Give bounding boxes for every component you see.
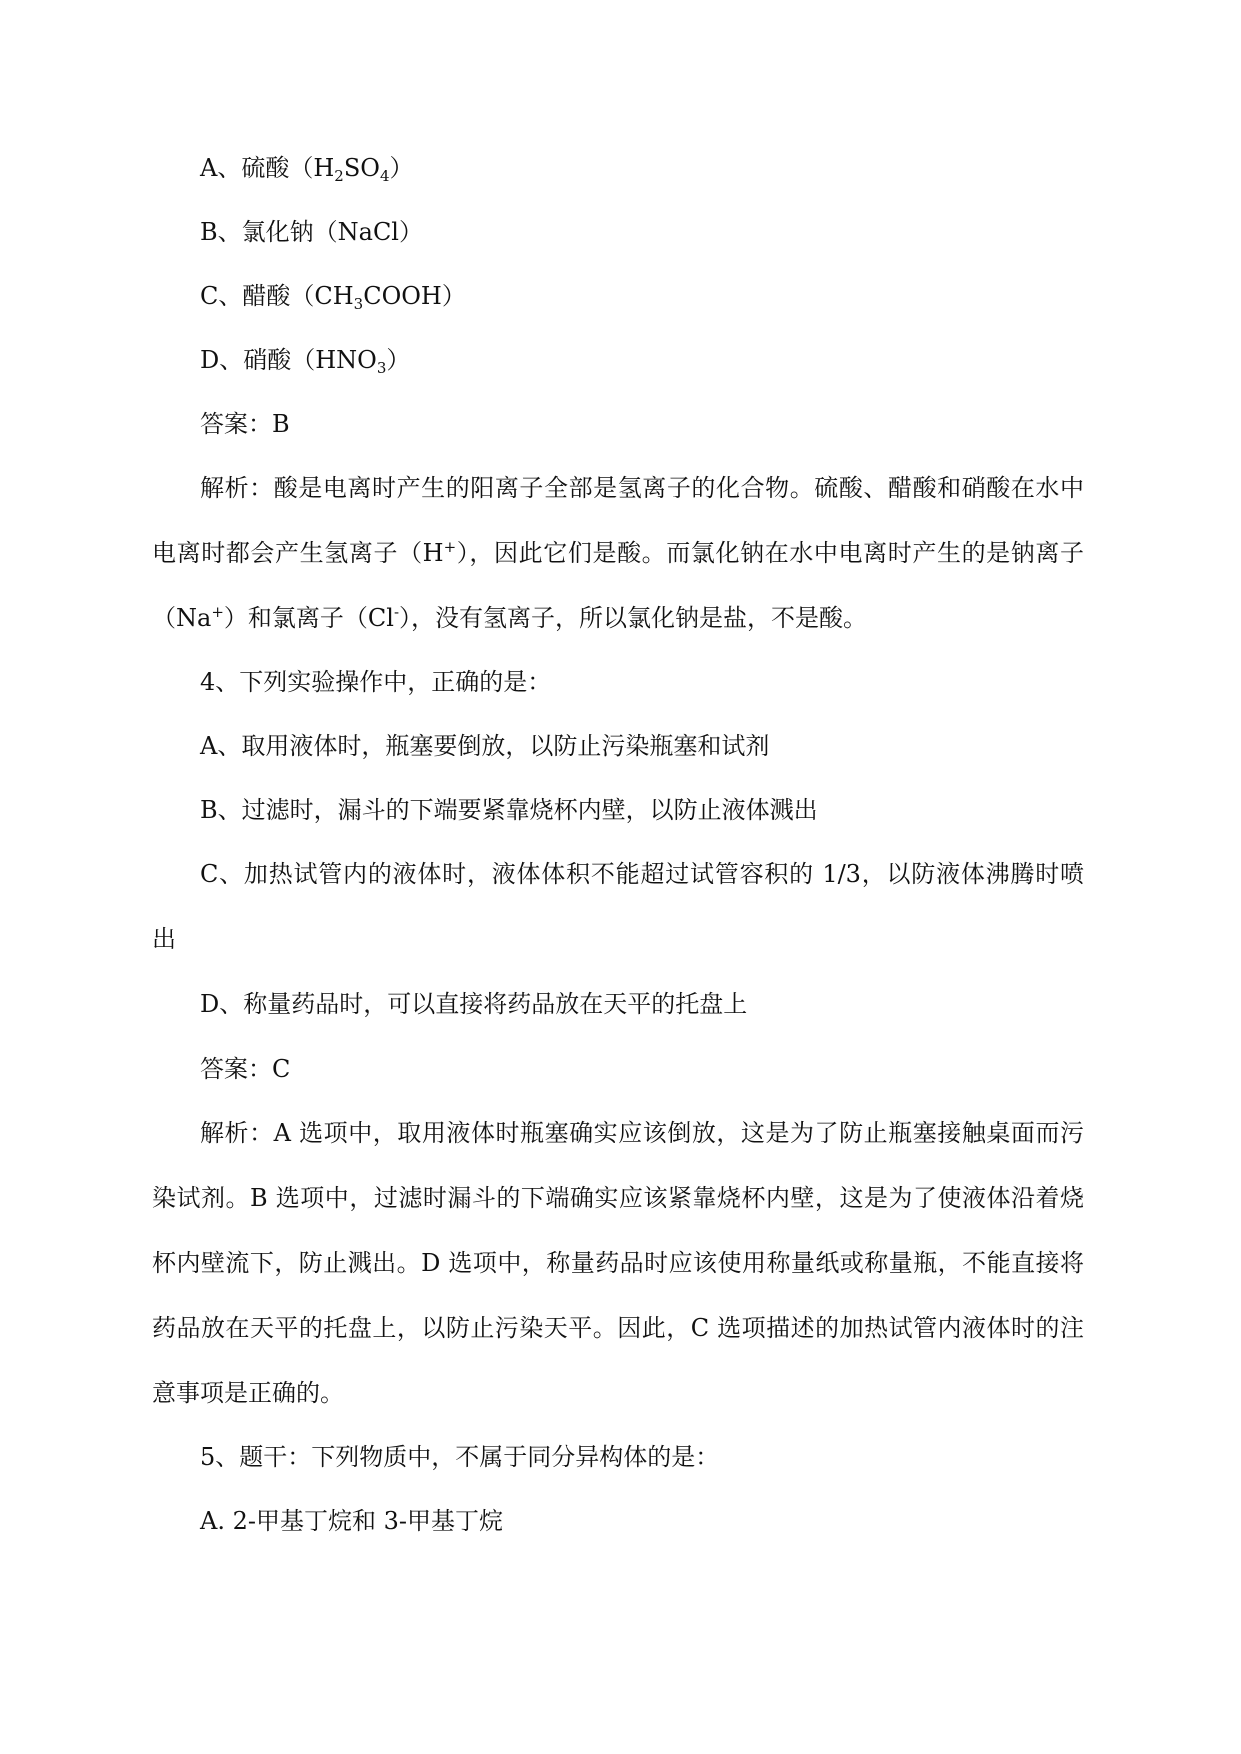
text-segment: 杯内壁流下，防止溅出。D 选项中，称量药品时应该使用称量纸或称量瓶，不能直接将: [152, 1249, 1084, 1277]
text-segment: A. 2-甲基丁烷和 3-甲基丁烷: [200, 1507, 503, 1535]
superscript: +: [443, 538, 457, 556]
q4-option-c-line-1: [200, 858, 1084, 890]
text-segment: C、醋酸（CH: [200, 282, 354, 310]
q3-answer: [200, 408, 290, 440]
text-segment: 解析：酸是电离时产生的阳离子全部是氢离子的化合物。硫酸、醋酸和硝酸在水中: [200, 474, 1084, 502]
text-segment: 电离时都会产生氢离子（H: [152, 539, 444, 567]
text-segment: D、硝酸（HNO: [200, 346, 377, 374]
text-segment: SO: [343, 154, 380, 182]
text-segment: 答案：C: [200, 1055, 291, 1083]
text-segment: B、氯化钠（NaCl）: [200, 218, 423, 246]
q3-option-d: [200, 344, 410, 376]
text-segment: 染试剂。B 选项中，过滤时漏斗的下端确实应该紧靠烧杯内壁，这是为了使液体沿着烧: [152, 1184, 1084, 1212]
text-segment: 解析：A 选项中，取用液体时瓶塞确实应该倒放，这是为了防止瓶塞接触桌面而污: [200, 1119, 1084, 1147]
q3-option-a: [200, 152, 413, 184]
subscript: 3: [353, 295, 364, 313]
text-segment: 意事项是正确的。: [152, 1379, 344, 1407]
q5-option-a: [200, 1505, 503, 1537]
q4-option-b: [200, 794, 818, 826]
text-segment: ），因此它们是酸。而氯化钠在水中电离时产生的是钠离子: [456, 539, 1085, 567]
q4-option-c-line-2: [152, 923, 176, 955]
q3-analysis-line-3: [152, 602, 867, 634]
q3-option-b: [200, 216, 423, 248]
text-segment: B、过滤时，漏斗的下端要紧靠烧杯内壁，以防止液体溅出: [200, 796, 818, 824]
q3-option-c: [200, 280, 466, 312]
q5-stem: [200, 1441, 719, 1473]
text-segment: 答案：B: [200, 410, 290, 438]
text-segment: ）和氯离子（Cl: [223, 604, 394, 632]
text-segment: C、加热试管内的液体时，液体体积不能超过试管容积的 1/3，以防液体沸腾时喷: [200, 860, 1084, 888]
text-segment: D、称量药品时，可以直接将药品放在天平的托盘上: [200, 990, 748, 1018]
text-segment: 5、题干：下列物质中，不属于同分异构体的是：: [200, 1443, 720, 1471]
q4-analysis-line-2: [152, 1182, 1084, 1214]
q3-analysis-line-1: [200, 472, 1084, 504]
q4-analysis-line-1: [200, 1117, 1084, 1149]
text-segment: 出: [152, 925, 176, 953]
text-segment: 药品放在天平的托盘上，以防止污染天平。因此，C 选项描述的加热试管内液体时的注: [152, 1314, 1084, 1342]
text-segment: ）: [386, 346, 411, 374]
text-segment: 4、下列实验操作中，正确的是：: [200, 668, 552, 696]
q3-analysis-line-2: [152, 537, 1084, 569]
q4-stem: [200, 666, 551, 698]
subscript: 2: [334, 167, 344, 185]
superscript: +: [211, 603, 224, 621]
q4-answer: [200, 1053, 290, 1085]
text-segment: A、取用液体时，瓶塞要倒放，以防止污染瓶塞和试剂: [200, 732, 770, 760]
text-segment: COOH）: [363, 282, 466, 310]
q4-analysis-line-3: [152, 1247, 1084, 1279]
subscript: 3: [376, 359, 387, 377]
q4-option-a: [200, 730, 769, 762]
superscript: -: [393, 603, 400, 621]
q4-analysis-line-5: [152, 1377, 344, 1409]
text-segment: ）: [389, 154, 414, 182]
text-segment: A、硫酸（H: [200, 154, 335, 182]
q4-analysis-line-4: [152, 1312, 1084, 1344]
text-segment: （Na: [152, 604, 212, 632]
q4-option-d: [200, 988, 747, 1020]
subscript: 4: [379, 167, 390, 185]
text-segment: ），没有氢离子，所以氯化钠是盐，不是酸。: [399, 604, 868, 632]
